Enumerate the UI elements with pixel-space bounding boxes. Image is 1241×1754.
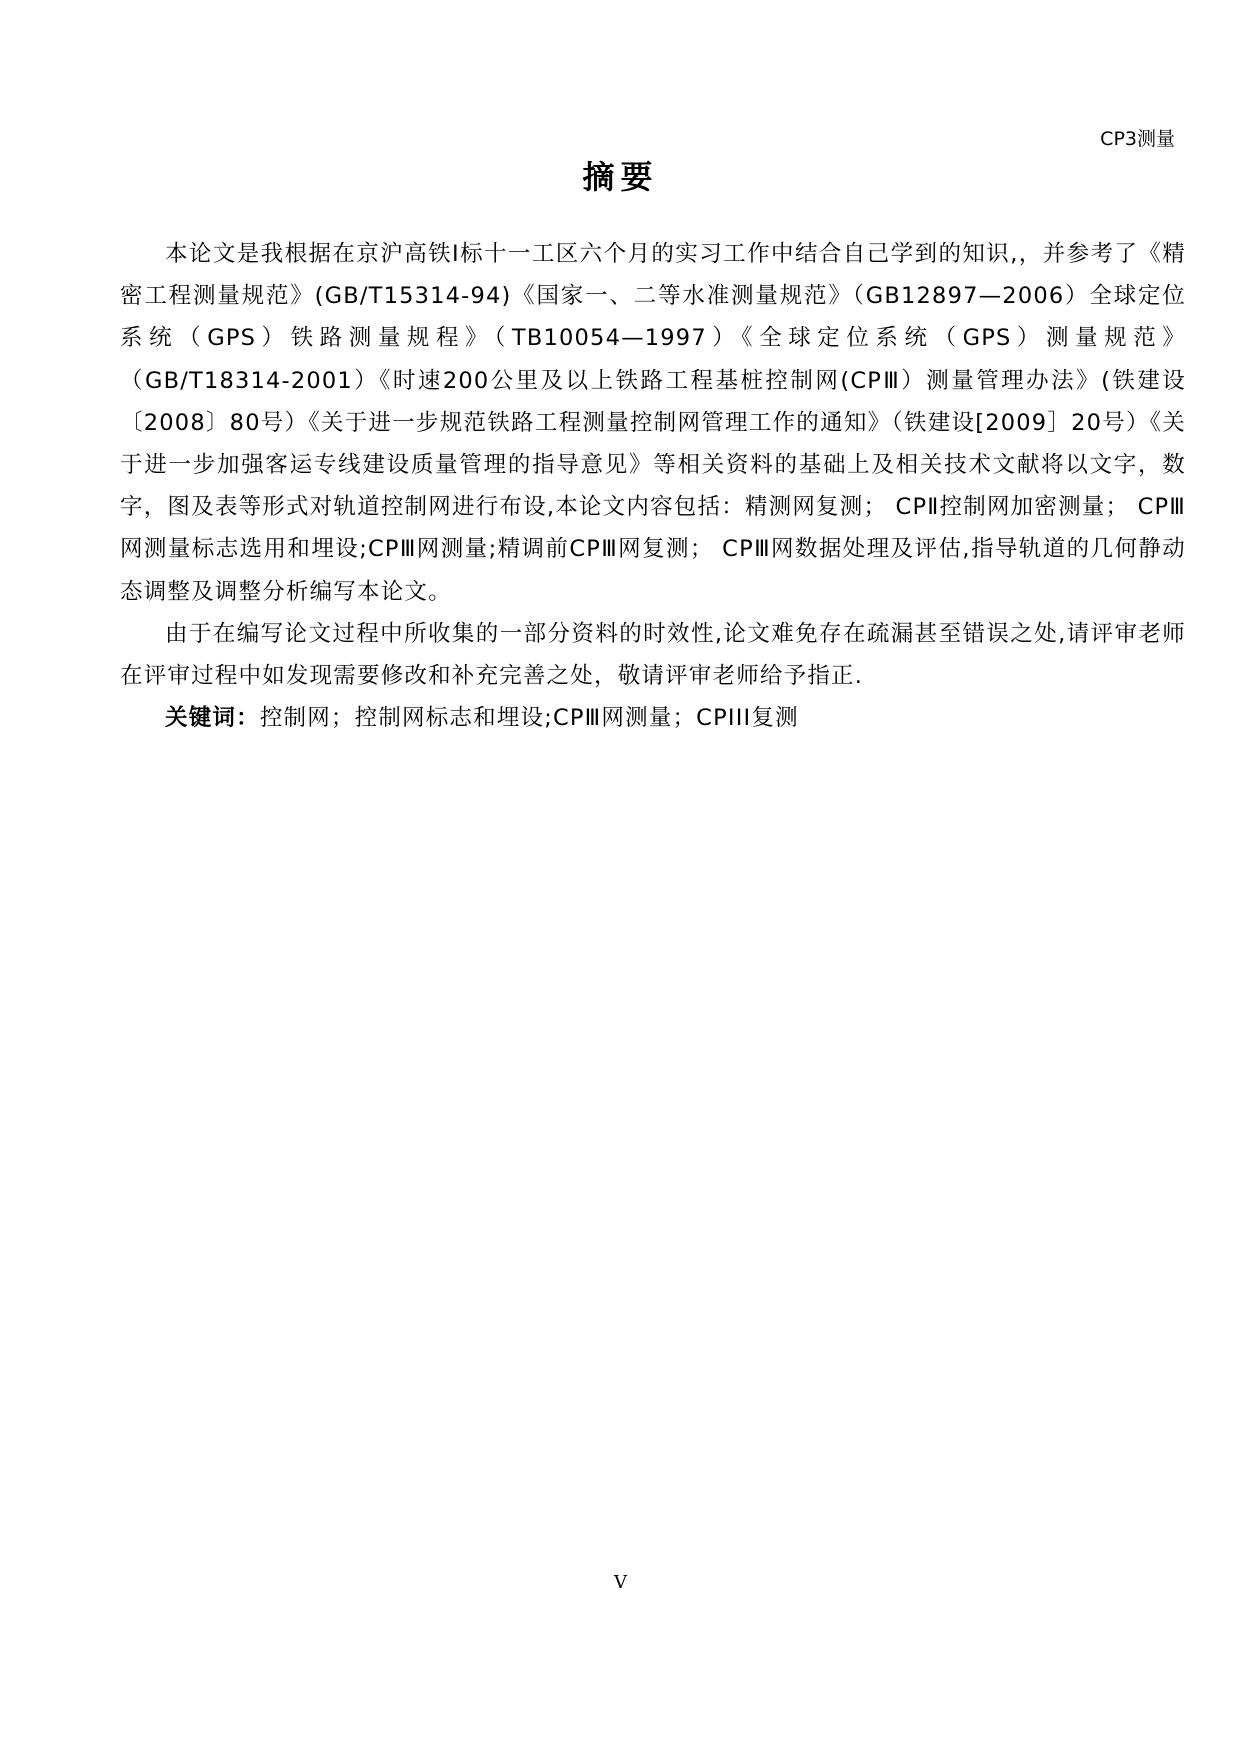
keywords-text: 控制网；控制网标志和埋设;CPⅢ网测量；CPIII复测 bbox=[259, 705, 799, 732]
keywords-label: 关键词： bbox=[165, 705, 260, 732]
keywords-line bbox=[120, 697, 1186, 739]
running-header: CP3测量 bbox=[1100, 128, 1175, 150]
abstract-paragraph-2: 由于在编写论文过程中所收集的一部分资料的时效性,论文难免存在疏漏甚至错误之处,请评审老师在评审过程中如发现需要修改和补充完善之处，敬请评审老师给予指正. bbox=[120, 620, 1186, 690]
abstract-paragraph-1: 本论文是我根据在京沪高铁Ⅰ标十一工区六个月的实习工作中结合自己学到的知识,，并参考了《精密工程测量规范》(GB/T15314-94)《国家一、二等水准测量规范》（GB12897—2006）全球定位系统（GPS）铁路测量规程》（TB10054—1997）《全球定位系统（GPS）测量规范》（GB/T18314-2001）《时速200公里及以上铁路工程基桩控制网(CPⅢ）测量管理办法》(铁建设〔2008〕80号）《关于进一步规范铁路工程测量控制网管理工作的通知》（铁建设[2009］20号）《关于进一步加强客运专线建设质量管理的指导意见》等相关资料的基础上及相关技术文献将以文字，数字，图及表等形式对轨道控制网进行布设,本论文内容包括：精测网复测； CPⅡ控制网加密测量； CPⅢ网测量标志选用和埋设;CPⅢ网测量;精调前CPⅢ网复测； CPⅢ网数据处理及评估,指导轨道的几何静动态调整及调整分析编写本论文。 bbox=[120, 241, 1186, 605]
page-number: V bbox=[614, 1572, 627, 1593]
abstract-title: 摘要 bbox=[582, 158, 659, 196]
abstract-body bbox=[120, 233, 1186, 739]
